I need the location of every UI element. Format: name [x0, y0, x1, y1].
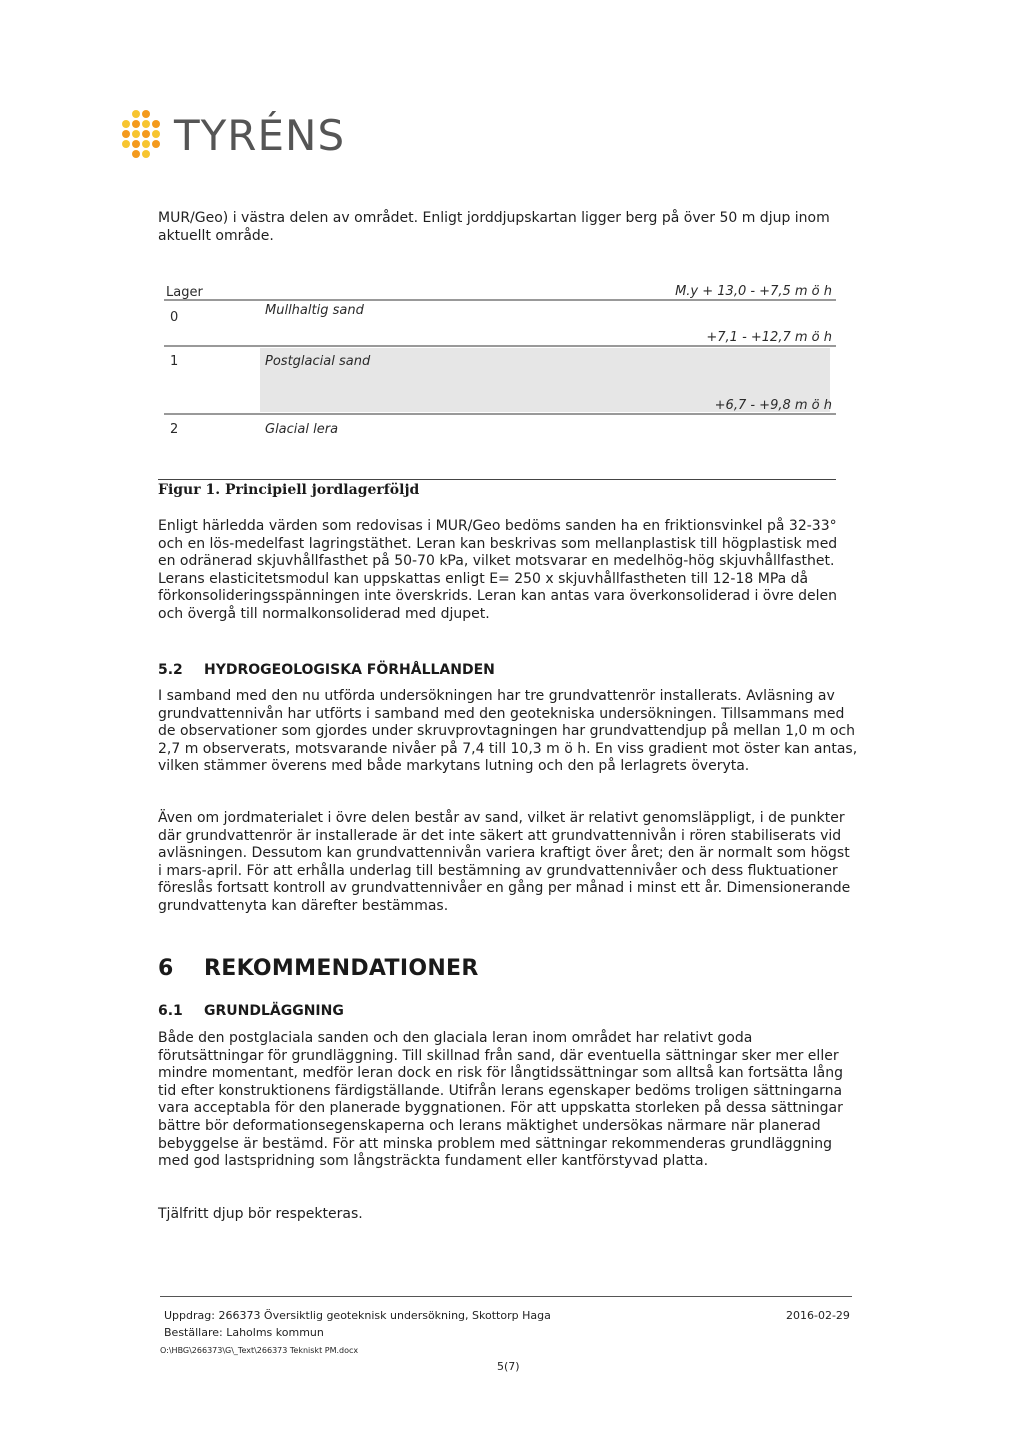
- intro-paragraph: MUR/Geo) i västra delen av området. Enligt jorddjupskartan ligger berg på över 50 m djup inom aktuellt område.: [158, 210, 830, 244]
- level-range: +7,1 - +12,7 m ö h: [706, 330, 832, 345]
- footer-file-path: O:\HBG\266373\G\_Text\266373 Tekniskt PM.docx: [160, 1346, 359, 1355]
- layer-name: Postglacial sand: [265, 354, 371, 369]
- logo-dots-icon: [112, 106, 162, 168]
- page-number: 5(7): [497, 1360, 520, 1373]
- soil-layer-figure: [160, 282, 836, 452]
- soil-properties-paragraph: Enligt härledda värden som redovisas i MUR/Geo bedöms sanden ha en friktionsvinkel på 32-33° och en lös-medelfast lagringstäthet. Leran kan beskrivas som mellanplastisk till högplastisk med en odränerad skjuvhållfasthet på 50-70 kPa, vilket motsvarar en medelhög-hög skjuvhållfasthet. Lerans elasticitetsmodul kan uppskattas enligt E= 250 x skjuvhållfastheten till 12-18 MPa då förkonsolideringsspänningen inte överskrids. Leran kan antas vara överkonsoliderad i övre delen och övergå till normalkonsoliderad med djupet.: [158, 518, 838, 622]
- footer-client: Beställare: Laholms kommun: [164, 1326, 324, 1339]
- layer-index: 2: [170, 422, 179, 437]
- level-range: M.y + 13,0 - +7,5 m ö h: [675, 284, 832, 299]
- section-6-title: REKOMMENDATIONER: [204, 956, 479, 981]
- section-6-1-number: 6.1: [158, 1003, 183, 1019]
- tyrens-logo: [112, 106, 372, 168]
- layer-index: 0: [170, 310, 179, 325]
- foundation-paragraph: Både den postglaciala sanden och den glaciala leran inom området har relativt goda förutsättningar för grundläggning. Till skillnad från sand, där eventuella sättningar sker mer eller mindre momentant, medför leran dock en risk för långtidssättningar som alltså kan fortsätta lång tid efter konstruktionens färdigställande. Utifrån lerans egenskaper bedöms troligen sättningarna vara acceptabla för den planerade byggnationen. För att uppskatta storleken på dessa sättningar bättre bör deformationsegenskaperna och lerans mäktighet undersökas närmare när planerad bebyggelse är bestämd. För att minska problem med sättningar rekommenderas grundläggning med god lastspridning som långsträckta fundament eller kantförstyvad platta.: [158, 1030, 843, 1170]
- layer-column-header: Lager: [166, 285, 203, 300]
- layer-index: 1: [170, 354, 179, 369]
- hydrogeology-paragraph-1: I samband med den nu utförda undersökningen har tre grundvattenrör installerats. Avläsning av grundvattennivån har utförts i samband med den geotekniska undersökningen. Tillsammans med de observationer som gjordes under skruvprovtagningen har grundvattendjup på mellan 1,0 m och 2,7 m observerats, motsvarande nivåer på 7,4 till 10,3 m ö h. En viss gradient mot öster kan antas, vilken stämmer överens med både markytans lutning och den på lerlagrets överyta.: [158, 688, 858, 775]
- figure-caption: Figur 1. Principiell jordlagerföljd: [158, 482, 420, 498]
- level-range: +6,7 - +9,8 m ö h: [714, 398, 832, 413]
- footer-rule: [160, 1296, 852, 1297]
- frost-depth-paragraph: Tjälfritt djup bör respekteras.: [158, 1206, 363, 1222]
- layer-name: Glacial lera: [265, 422, 339, 437]
- section-5-2-number: 5.2: [158, 662, 183, 678]
- hydrogeology-paragraph-2: Även om jordmaterialet i övre delen består av sand, vilket är relativt genomsläppligt, i de punkter där grundvattenrör är installerade är det inte säkert att grundvattennivån i rören stabiliserats vid avläsningen. Dessutom kan grundvattennivån variera kraftigt över året; den är normalt som högst i mars-april. För att erhålla underlag till bestämning av grundvattennivåer och dess fluktuationer föreslås fortsatt kontroll av grundvattennivåer en gång per månad i minst ett år. Dimensionerande grundvattenyta kan därefter bestämmas.: [158, 810, 851, 914]
- caption-rule: [158, 479, 836, 480]
- logo-text: TYRÉNS: [174, 111, 346, 160]
- layer-name: Mullhaltig sand: [265, 303, 364, 318]
- section-5-2-title: HYDROGEOLOGISKA FÖRHÅLLANDEN: [204, 662, 495, 678]
- layer-lines: [160, 282, 836, 452]
- footer-assignment: Uppdrag: 266373 Översiktlig geoteknisk undersökning, Skottorp Haga: [164, 1309, 551, 1322]
- footer-date: 2016-02-29: [786, 1309, 850, 1322]
- section-6-1-title: GRUNDLÄGGNING: [204, 1003, 344, 1019]
- section-6-number: 6: [158, 956, 174, 981]
